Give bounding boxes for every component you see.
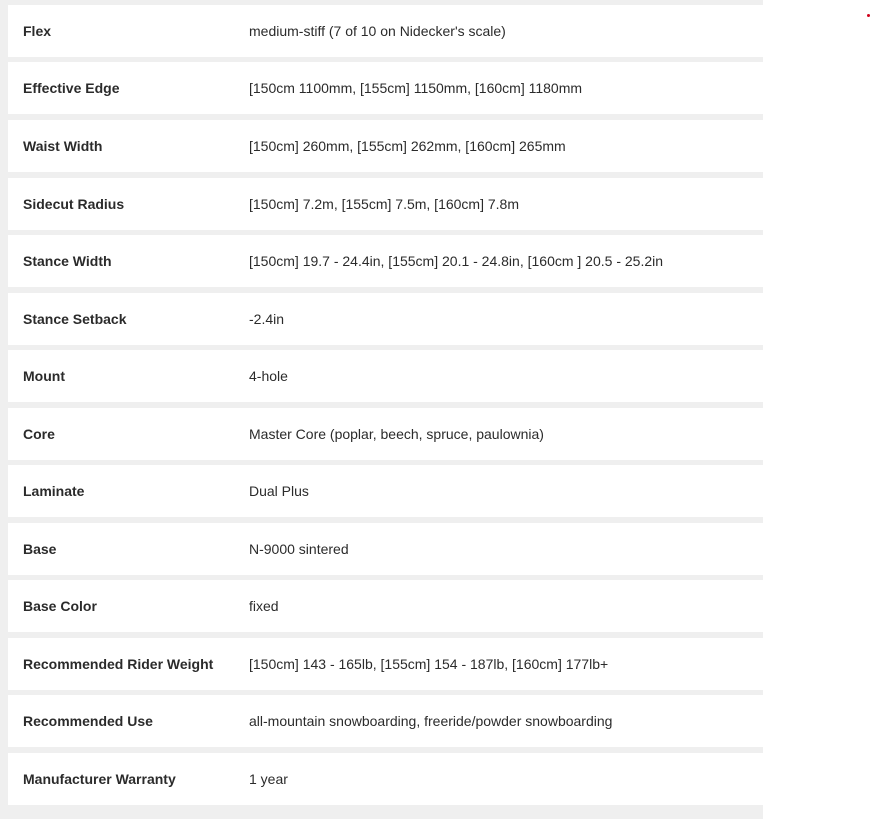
spec-row-effective-edge — [8, 62, 763, 114]
spec-label: Effective Edge — [23, 80, 120, 96]
spec-label: Laminate — [23, 483, 85, 499]
spec-label: Base Color — [23, 598, 97, 614]
spec-label: Manufacturer Warranty — [23, 771, 176, 787]
spec-value: [150cm] 19.7 - 24.4in, [155cm] 20.1 - 24.8in, [160cm ] 20.5 - 25.2in — [249, 253, 664, 269]
spec-label: Flex — [23, 23, 52, 39]
spec-label: Sidecut Radius — [23, 196, 125, 212]
spec-label: Core — [23, 426, 55, 442]
spec-row-manufacturer-warranty — [8, 753, 763, 805]
spec-value: [150cm] 143 - 165lb, [155cm] 154 - 187lb, [160cm] 177lb+ — [249, 656, 609, 672]
spec-label: Recommended Use — [23, 713, 153, 729]
spec-row-core — [8, 408, 763, 460]
spec-label: Base — [23, 541, 57, 557]
spec-label: Mount — [23, 368, 65, 384]
spec-row-sidecut-radius — [8, 178, 763, 230]
spec-value: 4-hole — [249, 368, 288, 384]
spec-row-waist-width — [8, 120, 763, 172]
spec-value: 1 year — [249, 771, 288, 787]
spec-value: [150cm 1100mm, [155cm] 1150mm, [160cm] 1180mm — [249, 80, 583, 96]
spec-value: medium-stiff (7 of 10 on Nidecker's scale) — [249, 23, 506, 39]
spec-value: N-9000 sintered — [249, 541, 349, 557]
spec-row-base — [8, 523, 763, 575]
spec-label: Waist Width — [23, 138, 103, 154]
spec-label: Recommended Rider Weight — [23, 656, 214, 672]
spec-row-stance-setback — [8, 293, 763, 345]
spec-value: all-mountain snowboarding, freeride/powder snowboarding — [249, 713, 613, 729]
spec-value: [150cm] 260mm, [155cm] 262mm, [160cm] 265mm — [249, 138, 566, 154]
spec-row-laminate — [8, 465, 763, 517]
spec-value: -2.4in — [249, 311, 285, 327]
red-dot-marker — [867, 14, 870, 17]
spec-row-recommended-use — [8, 695, 763, 747]
spec-label: Stance Width — [23, 253, 112, 269]
spec-value: fixed — [249, 598, 279, 614]
spec-value: Master Core (poplar, beech, spruce, paulownia) — [249, 426, 544, 442]
spec-row-stance-width — [8, 235, 763, 287]
spec-value: Dual Plus — [249, 483, 309, 499]
spec-value: [150cm] 7.2m, [155cm] 7.5m, [160cm] 7.8m — [249, 196, 519, 212]
spec-row-recommended-rider-weight — [8, 638, 763, 690]
spec-label: Stance Setback — [23, 311, 127, 327]
spec-row-mount — [8, 350, 763, 402]
spec-row-base-color — [8, 580, 763, 632]
spec-row-flex — [8, 5, 763, 57]
